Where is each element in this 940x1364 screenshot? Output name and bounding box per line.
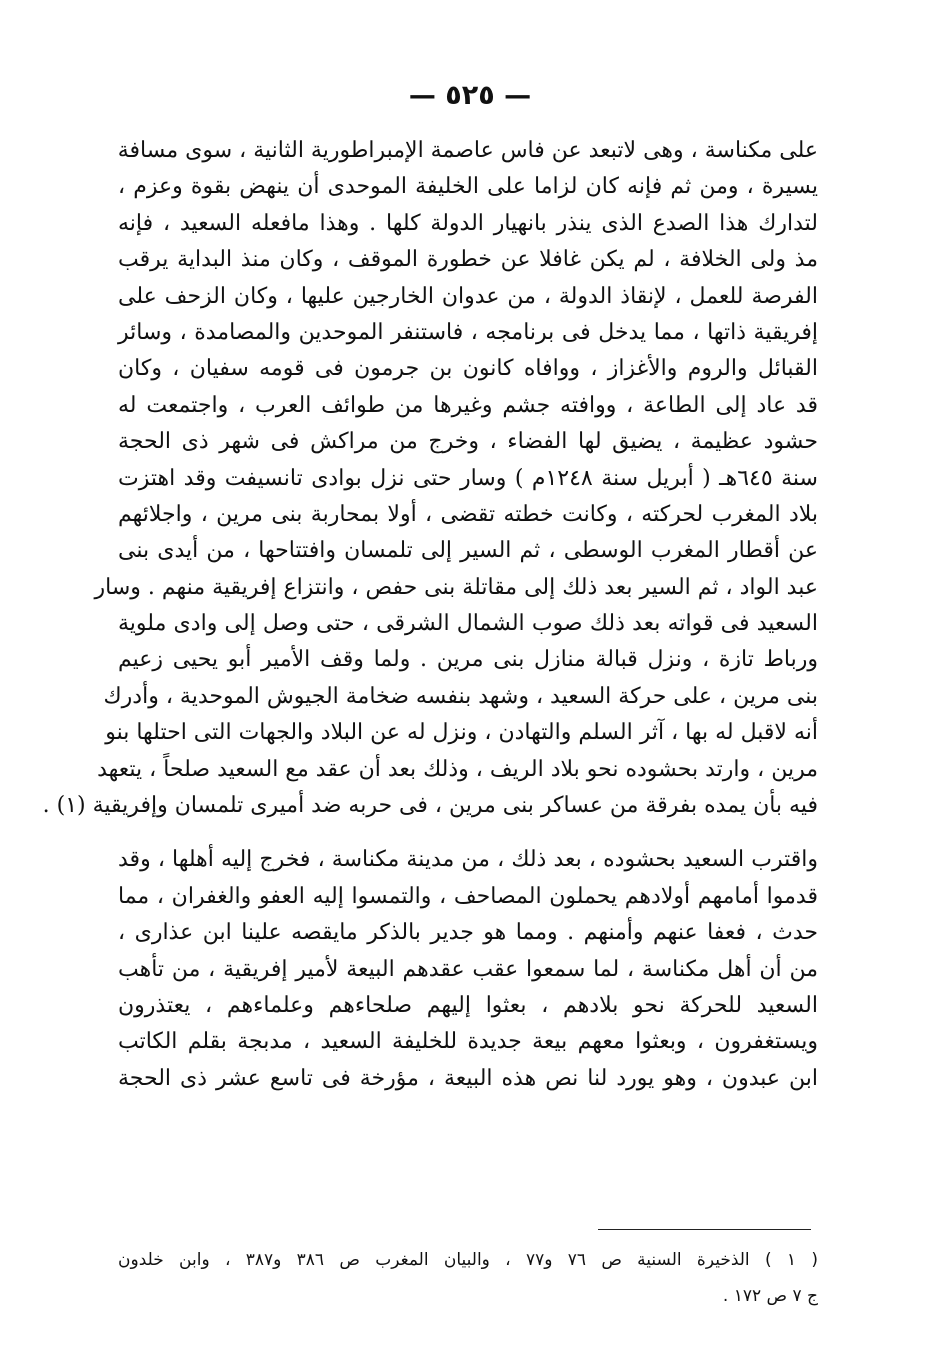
- page-number: — ٥٢٥ —: [408, 80, 532, 111]
- footnote-line: ج ٧ ص ١٧٢ .: [722, 1286, 818, 1306]
- text-line: حشود عظيمة ، يضيق لها الفضاء ، وخرج من مراكش فى شهر ذى الحجة: [118, 429, 818, 455]
- text-line: واقترب السعيد بحشوده ، بعد ذلك ، من مدينة مكناسة ، فخرج إليه أهلها ، وقد: [118, 847, 818, 873]
- text-line: بلاد المغرب لحركته ، وكانت خطته تقضى ، أولا بمحاربة بنى مرين ، واجلائهم: [118, 501, 818, 527]
- paragraph: [118, 842, 818, 1097]
- text-line: يسيرة ، ومن ثم فإنه كان لزاما على الخليفة الموحدى أن ينهض بقوة وعزم ،: [118, 174, 818, 200]
- text-line: ورباط تازة ، ونزل قبالة منازل بنى مرين . ولما وقف الأمير أبو يحيى زعيم: [118, 647, 818, 673]
- text-line: بنى مرين ، على حركة السعيد ، وشهد بنفسه ضخامة الجيوش الموحدية ، وأدرك: [103, 683, 818, 709]
- text-line: قد عاد إلى الطاعة ، ووافته جشم وغيرها من طوائف العرب ، واجتمعت له: [118, 392, 818, 418]
- text-line: سنة ٦٤٥هـ ( أبريل سنة ١٢٤٨م ) وسار حتى نزل بوادى تانسيفت وقد اهتزت: [118, 465, 818, 491]
- paragraph: [42, 133, 818, 824]
- text-line: مذ ولى الخلافة ، لم يكن غافلا عن خطورة الموقف ، وكان منذ البداية يرقب: [118, 247, 818, 273]
- text-line: لتدارك هذا الصدع الذى ينذر بانهيار الدولة كلها . وهذا مافعله السعيد ، فإنه: [118, 210, 818, 236]
- text-line: ابن عبدون ، وهو يورد لنا نص هذه البيعة ، مؤرخة فى تاسع عشر ذى الحجة: [118, 1065, 818, 1091]
- text-line: قدموا أمامهم أولادهم يحملون المصاحف ، والتمسوا إليه العفو والغفران ، مما: [118, 883, 818, 909]
- main-text: [42, 133, 818, 1097]
- text-line: الفرصة للعمل ، لإنقاذ الدولة ، من عدوان الخارجين عليها ، وكان الزحف على: [118, 283, 818, 309]
- text-line: ويستغفرون ، وبعثوا معهم بيعة جديدة للخليفة السعيد ، مدبجة بقلم الكاتب: [118, 1029, 818, 1055]
- footnotes: [118, 1242, 818, 1314]
- text-line: أنه لاقبل له بها ، آثر السلم والتهادن ، ونزل له عن البلاد والجهات التى احتلها بنو: [105, 720, 818, 746]
- text-line: القبائل والروم والأغزاز ، ووافاه كانون بن جرمون فى قومه سفيان ، وكان: [118, 356, 818, 382]
- text-line: عبد الواد ، ثم السير بعد ذلك إلى مقاتلة بنى حفص ، وانتزاع إفريقية منهم . وسار: [94, 574, 818, 600]
- text-line: السعيد فى قواته بعد ذلك صوب الشمال الشرقى ، حتى وصل إلى وادى ملوية: [118, 611, 818, 637]
- text-line: إفريقية ذاتها ، مما يدخل فى برنامجه ، فاستنفر الموحدين والمصامدة ، وسائر: [118, 319, 818, 345]
- text-line: من أن أهل مكناسة ، لما سمعوا عقب عقدهم البيعة لأمير إفريقية ، من تأهب: [118, 956, 818, 982]
- text-line: عن أقطار المغرب الوسطى ، ثم السير إلى تلمسان وافتتاحها ، من أيدى بنى: [118, 538, 818, 564]
- footnote-divider: [598, 1229, 811, 1230]
- text-line: مرين ، وارتد بحشوده نحو بلاد الريف ، وذلك بعد أن عقد مع السعيد صلحاً ، يتعهد: [97, 756, 818, 782]
- paragraph-gap: [118, 824, 818, 842]
- text-line: فيه بأن يمده بفرقة من عساكر بنى مرين ، فى حربه ضد أميرى تلمسان وإفريقية (١) .: [42, 793, 818, 819]
- text-line: حدث ، فعفا عنهم وأمنهم . ومما هو جدير بالذكر مايقصه علينا ابن عذارى ،: [118, 920, 818, 946]
- text-line: السعيد للحركة نحو بلادهم ، بعثوا إليهم صلحاءهم وعلماءهم ، يعتذرون: [118, 992, 818, 1018]
- text-line: على مكناسة ، وهى لاتبعد عن فاس عاصمة الإمبراطورية الثانية ، سوى مسافة: [117, 138, 818, 163]
- footnote-line: ( ١ ) الذخيرة السنية ص ٧٦ و٧٧ ، والبيان المغرب ص ٣٨٦ و٣٨٧ ، وابن خلدون: [118, 1250, 818, 1270]
